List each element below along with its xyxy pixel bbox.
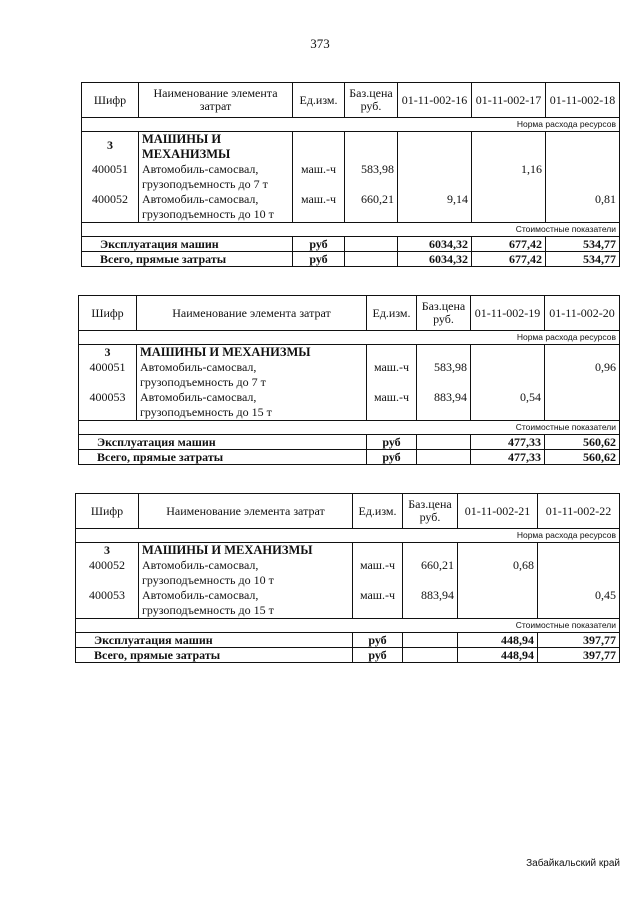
- row-code: 400051: [82, 162, 139, 192]
- section-name: МАШИНЫ И МЕХАНИЗМЫ: [139, 132, 293, 163]
- row-code: 400052: [82, 192, 139, 223]
- total-label: Эксплуатация машин: [82, 237, 293, 252]
- total-value: 560,62: [545, 450, 620, 465]
- row-unit: маш.-ч: [367, 360, 417, 390]
- section-code: 3: [76, 543, 139, 559]
- total-value: 397,77: [538, 648, 620, 663]
- row-unit: маш.-ч: [367, 390, 417, 421]
- row-code: 400053: [76, 588, 139, 619]
- row-value: [538, 558, 620, 588]
- header-unit: Ед.изм.: [293, 83, 345, 118]
- row-name: Автомобиль-самосвал, грузоподъемность до 15 т: [139, 588, 353, 619]
- header-unit: Ед.изм.: [367, 296, 417, 331]
- section-row: [79, 345, 620, 361]
- cost-label: Стоимостные показатели: [82, 223, 620, 237]
- total-value: 534,77: [546, 237, 620, 252]
- table-header-row: [79, 296, 620, 331]
- table-row: [76, 588, 620, 619]
- header-price: Баз.цена руб.: [403, 494, 458, 529]
- total-value: 477,33: [471, 450, 545, 465]
- total-value: 6034,32: [398, 237, 472, 252]
- total-unit: руб: [367, 450, 417, 465]
- row-unit: маш.-ч: [353, 588, 403, 619]
- row-price: 883,94: [417, 390, 471, 421]
- table-row: [79, 390, 620, 421]
- resource-table-3: [75, 493, 620, 663]
- row-value: [398, 162, 472, 192]
- total-value: 448,94: [458, 633, 538, 648]
- row-value: 0,54: [471, 390, 545, 421]
- section-name: МАШИНЫ И МЕХАНИЗМЫ: [137, 345, 367, 361]
- total-value: 677,42: [472, 252, 546, 267]
- cost-row: [79, 421, 620, 435]
- cost-row: [76, 619, 620, 633]
- total-unit: руб: [353, 633, 403, 648]
- row-price: 883,94: [403, 588, 458, 619]
- row-value: 0,68: [458, 558, 538, 588]
- header-price: Баз.цена руб.: [417, 296, 471, 331]
- row-value: [546, 162, 620, 192]
- page-number: 373: [310, 36, 330, 51]
- header-code: Шифр: [79, 296, 137, 331]
- total-value: 534,77: [546, 252, 620, 267]
- row-unit: маш.-ч: [293, 192, 345, 223]
- resource-table-2: [78, 295, 620, 465]
- table-header-row: [82, 83, 620, 118]
- section-row: [76, 543, 620, 559]
- row-value: 0,96: [545, 360, 620, 390]
- total-row: [82, 237, 620, 252]
- row-name: Автомобиль-самосвал, грузоподъемность до 7 т: [137, 360, 367, 390]
- row-value: [545, 390, 620, 421]
- row-price: 660,21: [345, 192, 398, 223]
- header-col: 01-11-002-17: [472, 83, 546, 118]
- row-value: [458, 588, 538, 619]
- total-unit: руб: [293, 237, 345, 252]
- cost-label: Стоимостные показатели: [76, 619, 620, 633]
- total-unit: руб: [367, 435, 417, 450]
- row-code: 400053: [79, 390, 137, 421]
- header-name: Наименование элемента затрат: [139, 83, 293, 118]
- total-unit: руб: [353, 648, 403, 663]
- row-name: Автомобиль-самосвал, грузоподъемность до 10 т: [139, 558, 353, 588]
- row-value: [471, 360, 545, 390]
- total-label: Эксплуатация машин: [76, 633, 353, 648]
- resource-table-1: [81, 82, 620, 267]
- row-name: Автомобиль-самосвал, грузоподъемность до 15 т: [137, 390, 367, 421]
- total-row: [82, 252, 620, 267]
- total-row: [79, 450, 620, 465]
- total-value: 397,77: [538, 633, 620, 648]
- total-value: 6034,32: [398, 252, 472, 267]
- total-value: 677,42: [472, 237, 546, 252]
- header-col: 01-11-002-19: [471, 296, 545, 331]
- row-price: 583,98: [345, 162, 398, 192]
- total-label: Всего, прямые затраты: [79, 450, 367, 465]
- table-header-row: [76, 494, 620, 529]
- table-row: [79, 360, 620, 390]
- table-row: [76, 558, 620, 588]
- section-code: 3: [82, 132, 139, 163]
- header-unit: Ед.изм.: [353, 494, 403, 529]
- region-footer: Забайкальский край: [526, 858, 620, 869]
- header-name: Наименование элемента затрат: [139, 494, 353, 529]
- norma-row: [76, 529, 620, 543]
- row-name: Автомобиль-самосвал, грузоподъемность до 10 т: [139, 192, 293, 223]
- header-code: Шифр: [76, 494, 139, 529]
- row-code: 400052: [76, 558, 139, 588]
- header-col: 01-11-002-20: [545, 296, 620, 331]
- total-label: Всего, прямые затраты: [76, 648, 353, 663]
- header-price: Баз.цена руб.: [345, 83, 398, 118]
- cost-label: Стоимостные показатели: [79, 421, 620, 435]
- row-code: 400051: [79, 360, 137, 390]
- total-value: 448,94: [458, 648, 538, 663]
- row-value: [472, 192, 546, 223]
- header-col: 01-11-002-21: [458, 494, 538, 529]
- total-label: Всего, прямые затраты: [82, 252, 293, 267]
- norma-row: [79, 331, 620, 345]
- row-unit: маш.-ч: [353, 558, 403, 588]
- row-price: 660,21: [403, 558, 458, 588]
- header-name: Наименование элемента затрат: [137, 296, 367, 331]
- total-unit: руб: [293, 252, 345, 267]
- row-name: Автомобиль-самосвал, грузоподъемность до 7 т: [139, 162, 293, 192]
- table-row: [82, 192, 620, 223]
- section-row: [82, 132, 620, 163]
- norma-label: Норма расхода ресурсов: [76, 529, 620, 543]
- row-value: 1,16: [472, 162, 546, 192]
- total-label: Эксплуатация машин: [79, 435, 367, 450]
- header-col: 01-11-002-16: [398, 83, 472, 118]
- norma-label: Норма расхода ресурсов: [82, 118, 620, 132]
- total-row: [79, 435, 620, 450]
- header-code: Шифр: [82, 83, 139, 118]
- table-row: [82, 162, 620, 192]
- row-unit: маш.-ч: [293, 162, 345, 192]
- section-name: МАШИНЫ И МЕХАНИЗМЫ: [139, 543, 353, 559]
- row-value: 0,45: [538, 588, 620, 619]
- row-price: 583,98: [417, 360, 471, 390]
- total-row: [76, 633, 620, 648]
- norma-label: Норма расхода ресурсов: [79, 331, 620, 345]
- total-value: 477,33: [471, 435, 545, 450]
- section-code: 3: [79, 345, 137, 361]
- row-value: 9,14: [398, 192, 472, 223]
- row-value: 0,81: [546, 192, 620, 223]
- header-col: 01-11-002-18: [546, 83, 620, 118]
- total-row: [76, 648, 620, 663]
- total-value: 560,62: [545, 435, 620, 450]
- cost-row: [82, 223, 620, 237]
- header-col: 01-11-002-22: [538, 494, 620, 529]
- norma-row: [82, 118, 620, 132]
